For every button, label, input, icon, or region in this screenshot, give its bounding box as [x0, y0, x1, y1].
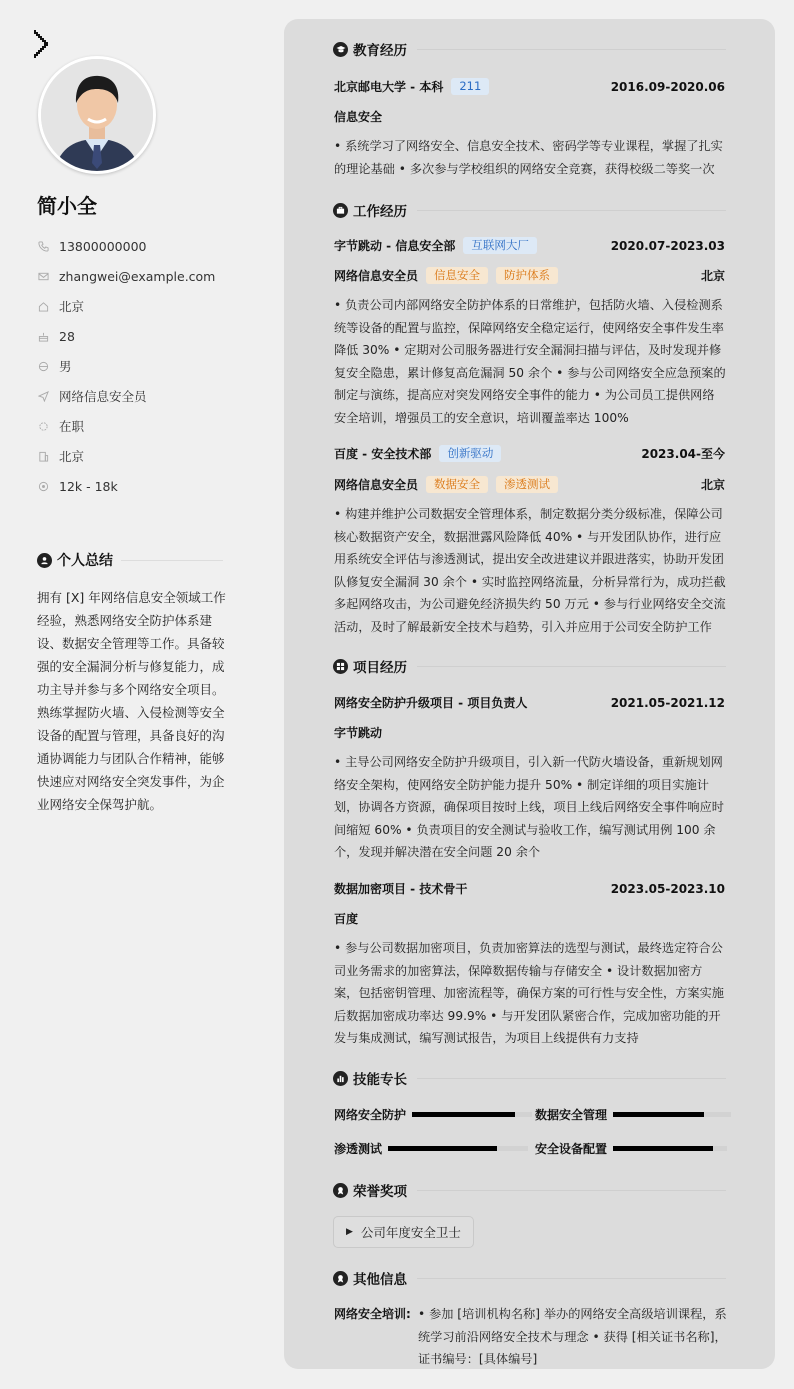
graduation-cap-icon: [333, 42, 348, 57]
info-item-phone: [37, 231, 257, 261]
skill-item: [334, 1140, 528, 1157]
salary-text: 12k - 18k: [59, 478, 118, 494]
project-company: 百度: [334, 912, 359, 926]
contact-info-list: [37, 231, 257, 501]
skill-name: 安全设备配置: [535, 1142, 608, 1156]
email-text: zhangwei@example.com: [59, 268, 216, 284]
work-role: 网络信息安全员: [334, 478, 419, 492]
age-text: 28: [59, 328, 75, 344]
award-name: 公司年度安全卫士: [360, 1225, 461, 1240]
skill-item: [334, 1106, 532, 1123]
city-text: 北京: [59, 449, 85, 464]
honors-heading: [333, 1180, 726, 1200]
summary-title: 个人总结: [57, 553, 113, 569]
skills-heading: [333, 1068, 726, 1088]
info-item-status: [37, 411, 257, 441]
award-toggle[interactable]: [333, 1216, 474, 1248]
skill-item: [535, 1106, 731, 1123]
info-item-home: [37, 291, 257, 321]
projects-title: 项目经历: [353, 660, 407, 676]
info-item-salary: [37, 471, 257, 501]
status-text: 在职: [59, 419, 85, 434]
info-icon: [333, 1271, 348, 1286]
phone-icon: [37, 240, 49, 252]
project-period: 2023.05-2023.10: [610, 881, 725, 896]
info-item-gender: [37, 351, 257, 381]
send-icon: [37, 390, 49, 402]
project-period: 2021.05-2021.12: [610, 695, 725, 710]
skill-tag: 渗透测试: [496, 476, 558, 493]
company-tag: 创新驱动: [439, 445, 501, 462]
project-header: [334, 694, 725, 711]
work-city: 北京: [700, 478, 725, 492]
summary-text: 拥有 [X] 年网络信息安全领域工作经验，熟悉网络安全防护体系建设、数据安全管理等工作。具备较强的安全漏洞分析与修复能力，成功主导并参与多个网络安全项目。熟练掌握防火墙、入侵检测等安全设备的配置与管理，具备良好的沟通协调能力与团队合作精神，能够快速应对网络安全突发事件，为企业网络安全保驾护航。: [37, 590, 226, 812]
cake-icon: [37, 330, 49, 342]
user-icon: [37, 553, 52, 568]
divider: [417, 1078, 726, 1079]
education-heading: [333, 39, 726, 59]
project-header: [334, 880, 725, 897]
education-period: 2016.09-2020.06: [610, 79, 725, 94]
skill-name: 渗透测试: [334, 1142, 383, 1156]
position-text: 网络信息安全员: [59, 389, 147, 404]
info-item-position: [37, 381, 257, 411]
education-header: [334, 78, 725, 95]
project-name: 数据加密项目 - 技术骨干: [334, 882, 468, 896]
building-icon: [37, 450, 49, 462]
education-desc: • 系统学习了网络安全、信息安全技术、密码学等专业课程，掌握了扎实的理论基础 • 多次参与学校组织的网络安全竞赛，获得校级二等奖一次: [334, 139, 723, 176]
divider: [417, 49, 726, 50]
work-period: 2020.07-2023.03: [610, 238, 725, 253]
project-name: 网络安全防护升级项目 - 项目负责人: [334, 696, 528, 710]
divider: [121, 560, 223, 561]
other-text: • 参加 [培训机构名称] 举办的网络安全高级培训课程，系统学习前沿网络安全技术与理念 • 获得 [相关证书名称]，证书编号：[具体编号]: [418, 1307, 727, 1366]
info-item-age: [37, 321, 257, 351]
salary-icon: [37, 480, 49, 492]
work-desc: • 负责公司内部网络安全防护体系的日常维护，包括防火墙、入侵检测系统等设备的配置与监控，保障网络安全稳定运行，使网络安全事件发生率降低 30% • 定期对公司服务器进行安全漏洞扫描与评估，及时发现并修复安全隐患，累计修复高危漏洞 50 余个 • 参与公司网络安全应急预案的制定与演练，提高应对突发网络安全事件的能力 • 为公司员工提供网络安全培训，增强员工的安全意识，培训覆盖率达 100%: [334, 298, 726, 425]
other-title: 其他信息: [353, 1272, 407, 1288]
work-title: 工作经历: [353, 204, 407, 220]
skill-item: [535, 1140, 727, 1157]
award-icon: [333, 1183, 348, 1198]
work-item-role-row: [334, 476, 725, 493]
skills-title: 技能专长: [353, 1072, 407, 1088]
other-heading: [333, 1268, 726, 1288]
work-role: 网络信息安全员: [334, 269, 419, 283]
grid-icon: [333, 659, 348, 674]
work-city: 北京: [700, 269, 725, 283]
logo-icon: [30, 28, 54, 60]
home-text: 北京: [59, 299, 85, 314]
skill-name: 网络安全防护: [334, 1108, 407, 1122]
skill-bar: [412, 1112, 532, 1117]
project-desc: • 主导公司网络安全防护升级项目，引入新一代防火墙设备，重新规划网络安全架构，使网络安全防护能力提升 50% • 制定详细的项目实施计划，协调各方资源，确保项目按时上线，项目上线后网络安全事件响应时间缩短 60% • 负责项目的安全测试与验收工作，编写测试用例 100 余个，发现并解决潜在安全问题 20 余个: [334, 755, 724, 859]
info-item-email: [37, 261, 257, 291]
work-company: 字节跳动 - 信息安全部: [334, 239, 456, 253]
home-icon: [37, 300, 49, 312]
avatar: [38, 56, 156, 174]
skill-bar: [613, 1112, 731, 1117]
company-tag: 互联网大厂: [463, 237, 537, 254]
status-icon: [37, 420, 49, 432]
profile-name: 简小全: [37, 194, 97, 218]
briefcase-icon: [333, 203, 348, 218]
skill-level-fill: [613, 1146, 713, 1151]
work-item-header: [334, 445, 725, 462]
gender-icon: [37, 360, 49, 372]
skill-tag: 防护体系: [496, 267, 558, 284]
divider: [417, 1278, 726, 1279]
phone-text: 13800000000: [59, 238, 147, 254]
skill-level-fill: [412, 1112, 515, 1117]
skill-name: 数据安全管理: [535, 1108, 608, 1122]
skill-tag: 信息安全: [426, 267, 488, 284]
school-name: 北京邮电大学 - 本科: [334, 80, 444, 94]
resume-content-card: [284, 19, 775, 1369]
summary-heading: [37, 550, 223, 570]
skill-tag: 数据安全: [426, 476, 488, 493]
skill-bar: [613, 1146, 727, 1151]
skill-bar: [388, 1146, 528, 1151]
divider: [417, 210, 726, 211]
divider: [417, 666, 726, 667]
school-tag: 211: [451, 78, 489, 95]
honors-title: 荣誉奖项: [353, 1184, 407, 1200]
work-desc: • 构建并维护公司数据安全管理体系，制定数据分类分级标准，保障公司核心数据资产安全，数据泄露风险降低 40% • 与开发团队协作，进行应用系统安全评估与渗透测试，提出安全改进建议并跟进落实，协助开发团队修复安全漏洞 30 余个 • 实时监控网络流量，分析异常行为，成功拦截多起网络攻击，为公司避免经济损失约 50 万元 • 参与行业网络安全交流活动，及时了解最新安全技术与趋势，引入并应用于公司安全防护工作: [334, 507, 726, 634]
bar-chart-icon: [333, 1071, 348, 1086]
other-label: 网络安全培训:: [334, 1307, 411, 1321]
education-major: 信息安全: [334, 110, 383, 124]
skill-level-fill: [388, 1146, 497, 1151]
gender-text: 男: [59, 359, 72, 374]
projects-heading: [333, 656, 726, 676]
work-period: 2023.04-至今: [641, 447, 725, 461]
education-title: 教育经历: [353, 43, 407, 59]
work-item-role-row: [334, 267, 725, 284]
skill-level-fill: [613, 1112, 704, 1117]
work-company: 百度 - 安全技术部: [334, 447, 432, 461]
work-heading: [333, 200, 726, 220]
mail-icon: [37, 270, 49, 282]
divider: [417, 1190, 726, 1191]
info-item-city: [37, 441, 257, 471]
work-item-header: [334, 237, 725, 254]
triangle-right-icon: ▶: [346, 1227, 353, 1237]
project-company: 字节跳动: [334, 726, 383, 740]
project-desc: • 参与公司数据加密项目，负责加密算法的选型与测试，最终选定符合公司业务需求的加密算法，保障数据传输与存储安全 • 设计数据加密方案，包括密钥管理、加密流程等，确保方案的可行性与安全性，方案实施后数据加密成功率达 99.9% • 与开发团队紧密合作，完成加密功能的开发与集成测试，编写测试报告，为项目上线提供有力支持: [334, 941, 724, 1045]
